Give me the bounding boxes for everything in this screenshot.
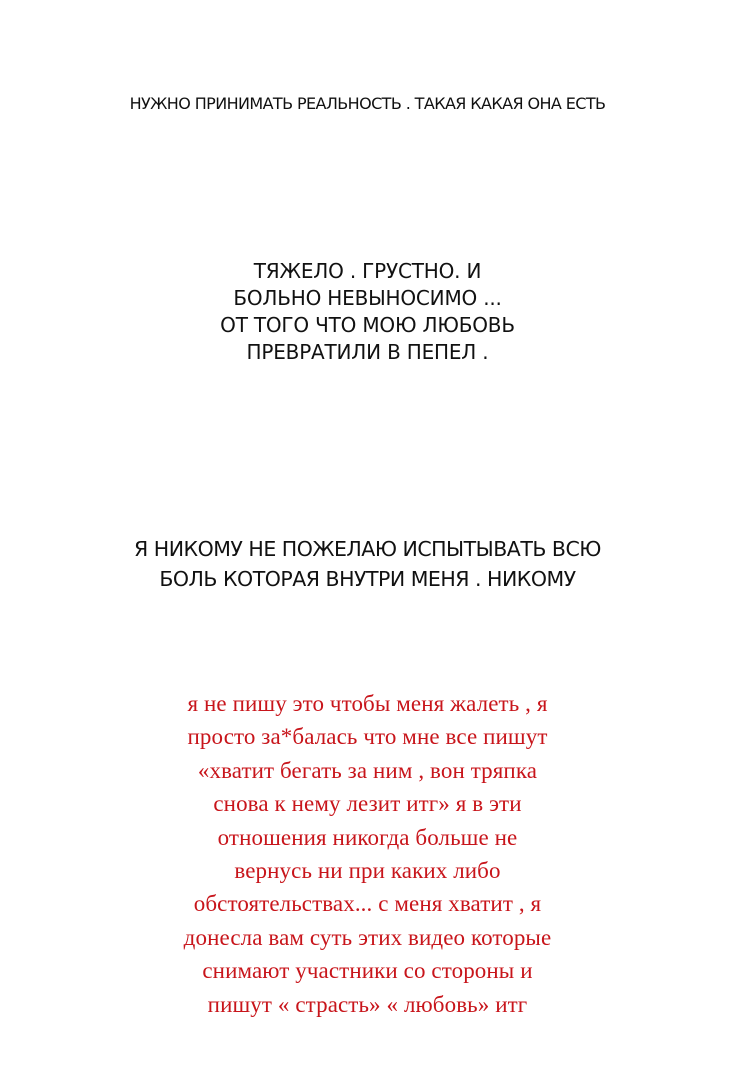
text-line: ОТ ТОГО ЧТО МОЮ ЛЮБОВЬ bbox=[220, 313, 515, 337]
text-line: Я НИКОМУ НЕ ПОЖЕЛАЮ ИСПЫТЫВАТЬ ВСЮ bbox=[134, 537, 601, 561]
red-paragraph bbox=[0, 687, 735, 1021]
red-text-line: вернусь ни при каких либо bbox=[234, 858, 501, 884]
text-line: ТЯЖЕЛО . ГРУСТНО. И bbox=[253, 259, 482, 283]
red-text-line: отношения никогда больше не bbox=[217, 824, 518, 850]
red-text-line: донесла вам суть этих видео которые bbox=[183, 924, 552, 950]
red-text-line: «хватит бегать за ним , вон тряпка bbox=[197, 757, 538, 783]
text-block-nobody bbox=[0, 534, 735, 594]
heading-line: НУЖНО ПРИНИМАТЬ РЕАЛЬНОСТЬ . ТАКАЯ КАКАЯ ОНА ЕСТЬ bbox=[129, 94, 606, 113]
text-line: БОЛЬНО НЕВЫНОСИМО ... bbox=[233, 286, 502, 310]
red-text-line: снимают участники со стороны и bbox=[202, 958, 533, 984]
heading-accept-reality bbox=[0, 93, 735, 115]
text-line: ПРЕВРАТИЛИ В ПЕПЕЛ . bbox=[246, 340, 489, 364]
red-text-line: обстоятельствах... с меня хватит , я bbox=[193, 891, 542, 917]
text-line: БОЛЬ КОТОРАЯ ВНУТРИ МЕНЯ . НИКОМУ bbox=[159, 567, 576, 591]
red-text-line: просто за*балась что мне все пишут bbox=[187, 724, 548, 750]
red-text-line: снова к нему лезит итг» я в эти bbox=[213, 791, 522, 817]
text-block-pain bbox=[0, 258, 735, 366]
red-text-line: я не пишу это чтобы меня жалеть , я bbox=[187, 691, 548, 716]
red-text-line: пишут « страсть» « любовь» итг bbox=[207, 991, 528, 1017]
